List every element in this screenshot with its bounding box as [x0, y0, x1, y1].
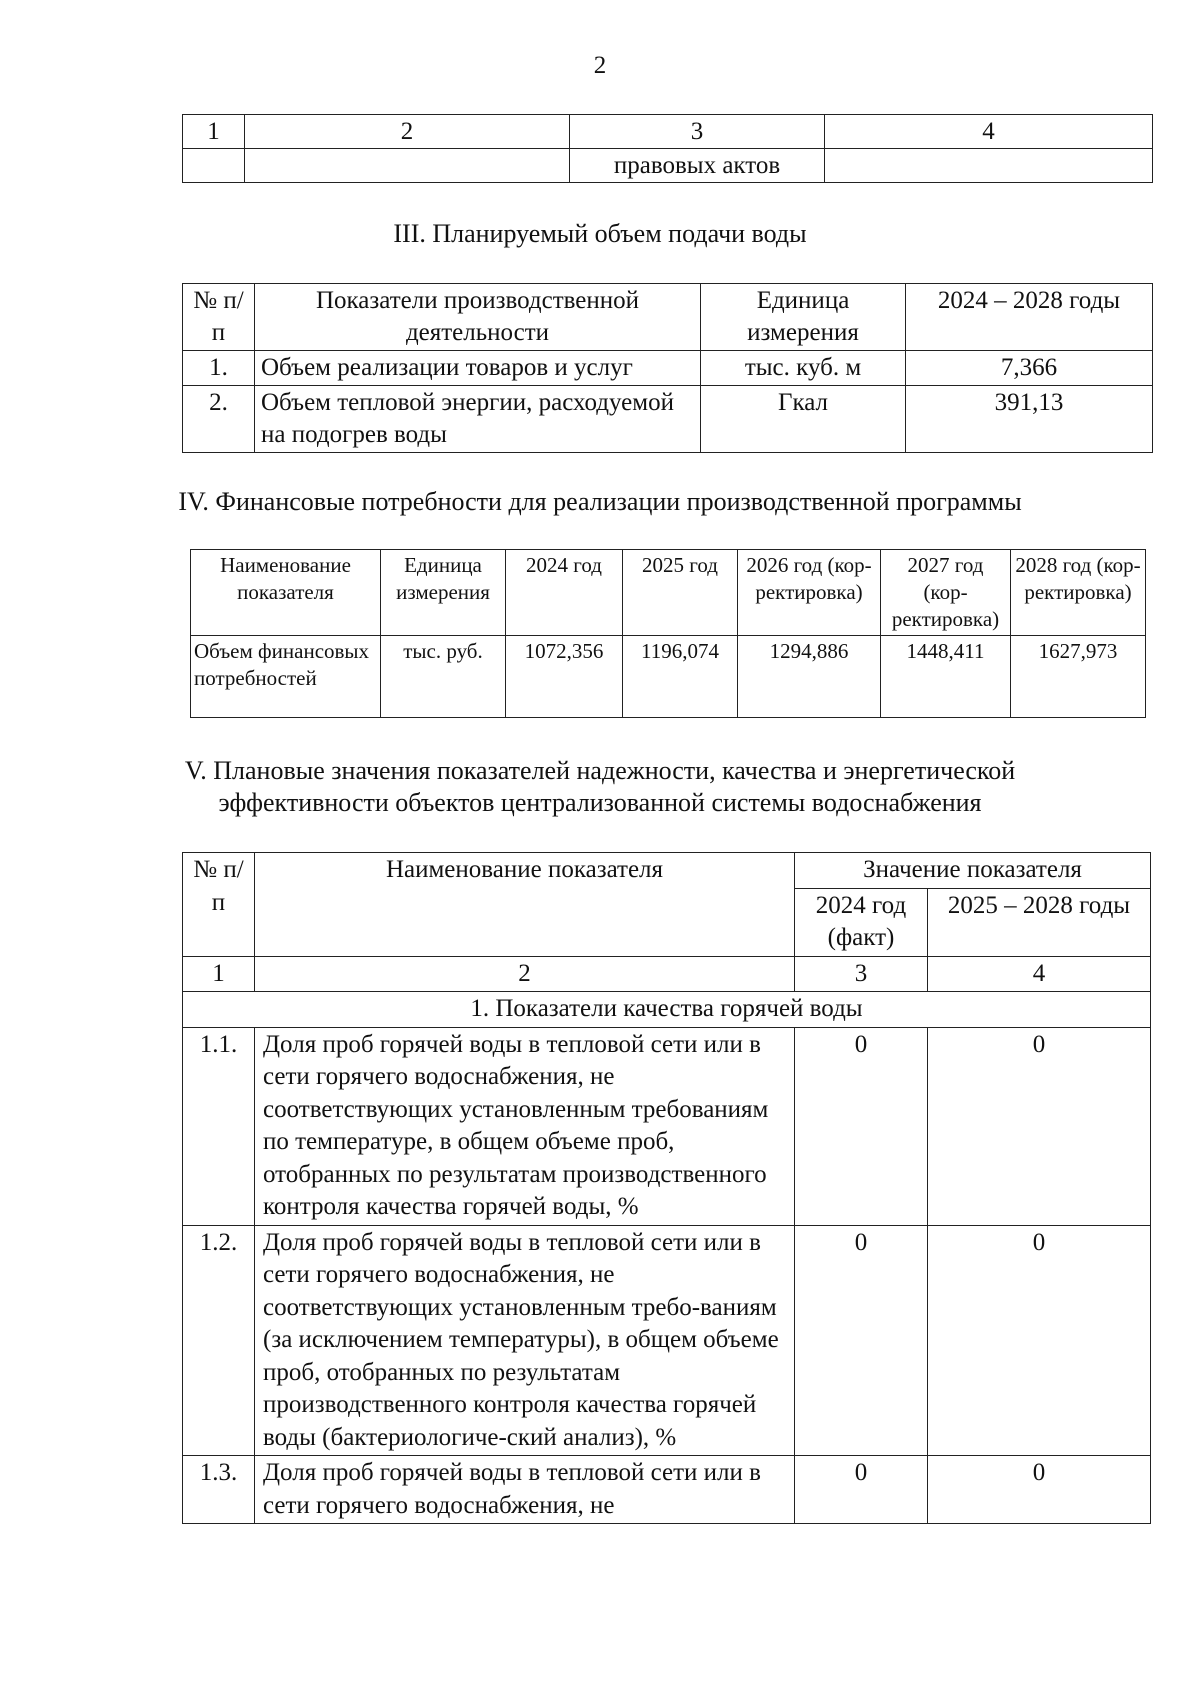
header-cell: Значение показателя [795, 853, 1151, 889]
section-3-title: III. Планируемый объем подачи воды [393, 219, 807, 248]
table-row [183, 386, 1153, 453]
table-row [183, 1225, 1151, 1456]
page-number: 2 [593, 52, 607, 79]
header-cell: 2024 – 2028 годы [906, 284, 1153, 351]
column-number: 3 [570, 115, 825, 149]
value-2025-2028: 0 [928, 1225, 1151, 1456]
value-2027: 1448,411 [881, 636, 1011, 718]
financial-needs-table [190, 549, 1146, 718]
unit: тыс. руб. [381, 636, 506, 718]
section-5-title: V. Плановые значения показателей надежности, качества и энергетической эффективности объектов централизованной системы водоснабжения [184, 756, 1016, 817]
table-row [183, 351, 1153, 386]
header-cell: Показатели производственной деятельности [255, 284, 701, 351]
water-supply-table [182, 283, 1153, 453]
section-4-title: IV. Финансовые потребности для реализации производственной программы [178, 487, 1022, 516]
table-cell [245, 149, 570, 183]
header-cell: 2024 год [506, 550, 623, 636]
column-number: 1 [183, 115, 245, 149]
table-group-row [183, 992, 1151, 1028]
table-header-row [183, 115, 1153, 149]
indicator-name: Доля проб горячей воды в тепловой сети или в сети горячего водоснабжения, не [255, 1456, 795, 1524]
header-cell: Наименование показателя [191, 550, 381, 636]
table-header-row [183, 284, 1153, 351]
value-2024: 0 [795, 1225, 928, 1456]
continuation-table [182, 114, 1153, 183]
table-header-row [183, 853, 1151, 889]
row-number: 1.1. [183, 1027, 255, 1225]
table-row [183, 1456, 1151, 1524]
header-cell: 2028 год (кор-ректировка) [1011, 550, 1146, 636]
row-number: 1. [183, 351, 255, 386]
table-row [183, 1027, 1151, 1225]
header-cell: 2025 – 2028 годы [928, 888, 1151, 956]
value: 391,13 [906, 386, 1153, 453]
column-number: 4 [928, 956, 1151, 992]
header-cell: 2026 год (кор-ректировка) [738, 550, 881, 636]
header-cell: 2024 год (факт) [795, 888, 928, 956]
header-cell: № п/п [183, 284, 255, 351]
unit: тыс. куб. м [701, 351, 906, 386]
table-cell [825, 149, 1153, 183]
value-2028: 1627,973 [1011, 636, 1146, 718]
indicator-name: Объем тепловой энергии, расходуемой на подогрев воды [255, 386, 701, 453]
value-2024: 0 [795, 1456, 928, 1524]
indicator-name: Доля проб горячей воды в тепловой сети или в сети горячего водоснабжения, не соответствующих установленным требованиям по температуре, в общем объеме проб, отобранных по результатам производственного контроля качества горячей воды, % [255, 1027, 795, 1225]
value-2026: 1294,886 [738, 636, 881, 718]
column-number: 4 [825, 115, 1153, 149]
column-number: 3 [795, 956, 928, 992]
table-cell: правовых актов [570, 149, 825, 183]
header-cell: № п/п [183, 853, 255, 957]
unit: Гкал [701, 386, 906, 453]
header-cell: 2025 год [623, 550, 738, 636]
indicator-name: Объем финансовых потребностей [191, 636, 381, 718]
table-row [191, 636, 1146, 718]
table-row [183, 149, 1153, 183]
value: 7,366 [906, 351, 1153, 386]
column-number: 1 [183, 956, 255, 992]
value-2024: 0 [795, 1027, 928, 1225]
reliability-indicators-table [182, 852, 1151, 1524]
header-cell: 2027 год (кор-ректировка) [881, 550, 1011, 636]
value-2024: 1072,356 [506, 636, 623, 718]
value-2025: 1196,074 [623, 636, 738, 718]
table-cell [183, 149, 245, 183]
header-cell: Единица измерения [381, 550, 506, 636]
column-number: 2 [255, 956, 795, 992]
value-2025-2028: 0 [928, 1027, 1151, 1225]
table-header-row [191, 550, 1146, 636]
header-cell: Наименование показателя [255, 853, 795, 957]
indicator-name: Доля проб горячей воды в тепловой сети или в сети горячего водоснабжения, не соответствующих установленным требо-ваниям (за исключением температуры), в общем объеме проб, отобранных по результатам производственного контроля качества горячей воды (бактериологиче-ский анализ), % [255, 1225, 795, 1456]
row-number: 2. [183, 386, 255, 453]
indicator-name: Объем реализации товаров и услуг [255, 351, 701, 386]
value-2025-2028: 0 [928, 1456, 1151, 1524]
header-cell: Единица измерения [701, 284, 906, 351]
row-number: 1.3. [183, 1456, 255, 1524]
column-number: 2 [245, 115, 570, 149]
table-column-numbers-row [183, 956, 1151, 992]
row-number: 1.2. [183, 1225, 255, 1456]
group-title: 1. Показатели качества горячей воды [183, 992, 1151, 1028]
